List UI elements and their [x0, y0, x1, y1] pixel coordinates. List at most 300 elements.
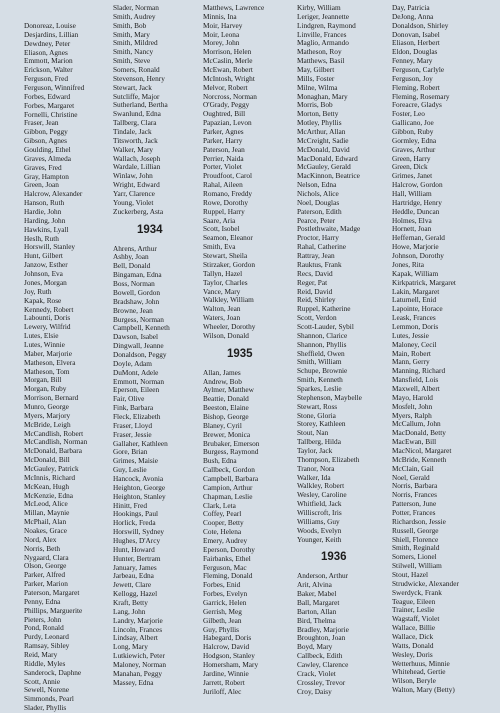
student-name: Wardale, Lillian [113, 162, 161, 172]
student-name: Hartridge, Henry [392, 197, 442, 207]
student-name: Broughton, Joan [297, 633, 346, 643]
student-name: Fleck, Elizabeth [113, 411, 161, 421]
student-name: Richardson, Jessie [392, 516, 446, 526]
column-4 [297, 4, 383, 696]
student-name: Morgan, Bill [24, 375, 62, 385]
student-name: Erickson, Walter [24, 65, 73, 75]
student-name: McGauley, Gerald [297, 162, 351, 172]
student-name: MacNicol, Margaret [392, 445, 452, 455]
student-name: Cawley, Clarence [297, 660, 349, 670]
student-name: Hunt, Howard [113, 544, 155, 554]
student-name: Gormley, Edna [392, 135, 437, 145]
student-name: Grimes, Maisie [113, 456, 158, 466]
student-name: Cote, Helena [203, 527, 242, 537]
student-name: Pond, Ronald [24, 623, 64, 633]
student-name: Sutherland, Bertha [113, 100, 168, 110]
student-name: Main, Robert [392, 348, 431, 358]
student-name: Manahan, Peggy [113, 668, 163, 678]
student-name: Munro, George [24, 401, 69, 411]
student-name: Taylor, Jack [297, 445, 333, 455]
student-name: Hughes, D'Arcy [113, 535, 161, 545]
student-name: Mayo, Harold [392, 392, 433, 402]
student-name: Morton, Betty [297, 109, 339, 119]
student-name: Gibson, Agnes [24, 136, 67, 146]
student-name: Dawson, Isabel [113, 332, 158, 342]
student-name: Ahrens, Arthur [113, 243, 157, 253]
student-name: Dingwall, Jeanne [113, 341, 164, 351]
student-name: Smith, Reginald [392, 543, 440, 553]
student-name: Forbes, Margaret [24, 100, 75, 110]
student-name: Somers, Lionel [392, 552, 437, 562]
student-name: Ferguson, Joy [392, 73, 433, 83]
student-name: Smith, Nancy [113, 47, 154, 57]
student-name: Eldon, Douglas [392, 47, 438, 57]
student-name: Kirby, William [297, 4, 341, 12]
student-name: Baker, Mabel [297, 589, 337, 599]
student-name: Maber, Marjorie [24, 348, 72, 358]
student-name: Donovan, Isabel [392, 29, 440, 39]
student-name: Horswill, Stanley [24, 242, 76, 252]
student-name: Rauktus, Frank [297, 259, 342, 269]
student-name: McEwan, Robert [203, 65, 253, 75]
student-name: Croy, Daisy [297, 686, 332, 696]
student-name: Leask, Frances [392, 313, 436, 323]
student-name: Younger, Keith [297, 534, 342, 544]
student-name: Nichols, Alice [297, 189, 339, 199]
student-name: Stilwell, William [392, 561, 442, 571]
student-name: Smith, William [297, 357, 342, 367]
student-name: Laturnell, Enid [392, 295, 437, 305]
student-name: Purdy, Leonard [24, 632, 69, 642]
student-name: Bowell, Gordon [113, 287, 161, 297]
student-name: Green, Harry [392, 153, 431, 163]
student-name: Recs, David [297, 268, 333, 278]
student-name: Callbeck, Edith [297, 651, 343, 661]
student-name: Scott, Verdon [297, 313, 337, 323]
student-name: Swerdyck, Frank [392, 587, 442, 597]
student-name: Eliason, Agnes [24, 47, 68, 57]
student-name: Pearce, Peter [297, 215, 336, 225]
student-name: Morris, Bob [297, 100, 333, 110]
student-name: MacDonald, Betty [392, 428, 446, 438]
class-year-heading: 1934 [137, 223, 163, 236]
student-name: McInnis, Richard [24, 472, 76, 482]
student-name: Zuckerberg, Asta [113, 206, 164, 216]
student-name: Burgess, Raymond [203, 447, 259, 457]
student-name: McGauley, Patrick [24, 463, 79, 473]
student-name: Wallace, Dick [392, 632, 434, 642]
student-name: Lindgren, Raymond [297, 20, 356, 30]
student-name: Leriger, Jeannette [297, 11, 349, 21]
student-name: Habegard, Doris [203, 633, 252, 643]
student-name: Campbell, Kenneth [113, 323, 170, 333]
student-name: Hodgson, Stanley [203, 651, 255, 661]
student-name: Bell, Donald [113, 261, 151, 271]
student-name: January, James [113, 562, 157, 572]
student-name: Simmonds, Pearl [24, 694, 74, 704]
student-name: Lang, John [113, 606, 146, 616]
student-name: Fleming, Robert [392, 82, 440, 92]
student-name: Parker, Agnes [203, 127, 244, 137]
student-name: Lincoln, Frances [113, 624, 163, 634]
student-name: Walkley, William [203, 295, 254, 305]
student-name: Melvor, Robert [203, 82, 248, 92]
student-name: Shannon, Clarice [297, 330, 348, 340]
student-name: Burgess, Norman [113, 314, 164, 324]
student-name: Donoreaz, Louise [24, 22, 76, 30]
student-name: Fink, Barbara [113, 403, 154, 413]
student-name: Bradley, Marjorie [297, 624, 349, 634]
student-name: Proudfoot, Carol [203, 171, 253, 181]
student-name: Forbes, Evelyn [203, 589, 248, 599]
student-name: Gilbeth, Jean [203, 615, 242, 625]
student-name: Norris, Frances [392, 490, 437, 500]
student-name: Moir, Leona [203, 29, 240, 39]
student-name: Halcrow, Gordon [392, 180, 443, 190]
student-name: Wallace, Billie [392, 623, 436, 633]
student-name: Proctor, Harry [297, 233, 339, 243]
student-name: Doyle, Adam [113, 358, 152, 368]
student-name: Fenney, Mary [392, 56, 433, 66]
student-name: McDonald, Barbara [24, 446, 82, 456]
student-name: Smith, Eva [203, 242, 236, 252]
student-name: Gray, Hampton [24, 171, 69, 181]
student-name: Hanson, Ruth [24, 198, 65, 208]
student-name: Tallyn, Hazel [203, 268, 243, 278]
student-name: Hancock, Avonia [113, 473, 164, 483]
student-name: Arit, Alvina [297, 580, 332, 590]
student-name: Coffey, Pearl [203, 509, 242, 519]
student-name: Lapointe, Horace [392, 304, 443, 314]
student-name: Parker, Alfred [24, 570, 66, 580]
student-name: Myers, Marjory [24, 410, 71, 420]
student-name: Penny, Edna [24, 596, 61, 606]
student-name: Reid, Mary [24, 650, 58, 660]
student-name: Smith, Steve [113, 56, 151, 66]
student-name: Walker, Mary [113, 144, 154, 154]
student-name: Nygaard, Clara [24, 552, 69, 562]
student-name: Reger, Pat [297, 277, 328, 287]
student-name: Riddle, Myles [24, 658, 66, 668]
student-name: Allan, James [203, 367, 241, 377]
student-name: Schupe, Brownie [297, 366, 348, 376]
student-name: Slader, Phyllis [24, 703, 67, 713]
student-name: Sparkes, Leslie [297, 383, 342, 393]
student-name: Bush, Edna [203, 456, 237, 466]
student-name: Heffernan, Gerald [392, 233, 445, 243]
student-name: Stirzaker, Gordon [203, 259, 255, 269]
student-name: Fraser, Jean [24, 118, 59, 128]
student-name: Kapak, Rose [24, 295, 62, 305]
student-name: McIntosh, Wright [203, 73, 255, 83]
student-name: Morrison, Helen [203, 47, 252, 57]
student-name: Lewery, Wilfrid [24, 322, 71, 332]
student-name: Phillips, Marguerite [24, 605, 83, 615]
student-name: Lutkiewich, Peter [113, 651, 165, 661]
student-name: McCallum, John [392, 419, 441, 429]
student-name: Janzow, Esther [24, 260, 68, 270]
student-name: Walton, Mary (Betty) [392, 685, 455, 695]
student-name: Eperson, Eileen [113, 385, 160, 395]
student-name: Romano, Freddy [203, 189, 253, 199]
student-name: Hookings, Paul [113, 509, 158, 519]
student-name: Stone, Gloria [297, 410, 336, 420]
student-name: Tallberg, Clara [113, 118, 157, 128]
student-name: Potter, Frances [392, 507, 436, 517]
student-name: Hunter, Bertram [113, 553, 161, 563]
student-name: Pieters, John [24, 614, 62, 624]
student-name: Eperson, Dorothy [203, 544, 255, 554]
student-name: Shannon, Phyllis [297, 339, 347, 349]
student-name: Gerrish, Meg [203, 606, 242, 616]
student-name: Johnson, Dorothy [392, 251, 444, 261]
student-name: Walker, Ida [297, 472, 331, 482]
student-name: Stewart, Ross [297, 401, 338, 411]
student-name: Oughtred, Bill [203, 109, 246, 119]
student-name: Garrick, Helen [203, 598, 247, 607]
student-name: Thompson, Elizabeth [297, 454, 360, 464]
student-name: Anderson, Arthur [297, 571, 349, 581]
column-2 [113, 4, 193, 688]
student-name: Graves, Fred [24, 162, 62, 172]
student-name: Halcrow, Alexander [24, 189, 83, 199]
student-name: Long, Mary [113, 642, 148, 652]
student-name: Green, Dick [392, 162, 428, 172]
student-name: Mosfelt, John [392, 401, 433, 411]
student-name: McKenzie, Edna [24, 490, 74, 500]
student-name: O'Grady, Peggy [203, 100, 250, 110]
student-name: Jewett, Clare [113, 580, 152, 590]
student-name: Postlethwaite, Madge [297, 224, 361, 234]
student-name: Whitehead, Gertie [392, 667, 446, 677]
student-name: Seamon, Eleanor [203, 233, 253, 243]
student-name: Waters, Joan [203, 313, 241, 323]
student-name: Wright, Edward [113, 180, 160, 190]
student-name: Hinitt, Fred [113, 500, 148, 510]
student-name: Stewart, Jack [113, 82, 152, 92]
student-name: Gore, Brian [113, 447, 148, 457]
student-name: Parker, Harry [203, 135, 243, 145]
student-name: Gallicano, Joe [392, 118, 434, 128]
student-name: Horlick, Freda [113, 518, 156, 528]
student-name: Noel, Gerald [392, 472, 430, 482]
student-name: Lutes, Jessie [392, 330, 429, 340]
student-name: Kraft, Betty [113, 598, 148, 607]
student-name: Day, Patricia [392, 4, 430, 12]
student-name: McCandlish, Norman [24, 437, 88, 447]
student-name: Norcross, Norman [203, 91, 257, 101]
student-name: Papazian, Levon [203, 118, 252, 128]
student-name: Barton, Allan [297, 606, 337, 616]
student-name: Scott-Lauder, Sybil [297, 321, 354, 331]
student-name: Williams, Guy [297, 516, 340, 526]
student-name: Homersham, Mary [203, 660, 259, 670]
student-name: Beattie, Donald [203, 394, 249, 404]
student-name: Gibbon, Ruby [392, 127, 434, 137]
student-name: Shiell, Florence [392, 534, 439, 544]
student-name: Rahal, Catherine [297, 242, 347, 252]
student-name: Juriloff, Alec [203, 686, 242, 696]
student-name: Ferguson, Winnifred [24, 83, 85, 93]
student-name: Ramsay, Sibley [24, 641, 70, 651]
student-name: Dewdney, Peter [24, 38, 71, 48]
student-name: Forbes, Edward [24, 91, 71, 101]
student-name: Lutes, Winnie [24, 339, 65, 349]
student-name: Smith, Kenneth [297, 375, 343, 385]
student-name: Hornett, Joan [392, 224, 432, 234]
student-name: Morgan, Ruby [24, 384, 67, 394]
student-name: Massey, Edna [113, 677, 154, 687]
student-name: McCreight, Sadie [297, 135, 349, 145]
student-name: Labounti, Doris [24, 313, 71, 323]
student-name: Paterson, Jean [203, 144, 245, 154]
student-name: Milne, Wilma [297, 82, 338, 92]
student-name: Lakin, Margaret [392, 286, 440, 296]
student-name: Fornelli, Christine [24, 109, 78, 119]
student-name: Bingaman, Edna [113, 270, 162, 280]
student-name: Perrier, Naida [203, 153, 244, 163]
student-name: Motley, Phyllis [297, 118, 342, 128]
student-name: Emmott, Marion [24, 56, 73, 66]
student-name: Lemmon, Doris [392, 321, 439, 331]
student-name: Beeston, Elaine [203, 403, 249, 413]
student-name: Porter, Violet [203, 162, 242, 172]
student-name: Manning, Richard [392, 366, 446, 376]
student-name: Trainer, Leslie [392, 605, 435, 615]
student-name: Jarbeau, Edna [113, 571, 154, 581]
student-name: Wesley, Caroline [297, 490, 347, 500]
student-name: Ashby, Joan [113, 252, 149, 262]
student-name: Somers, Ronald [113, 65, 160, 75]
student-name: Titsworth, Jack [113, 135, 158, 145]
student-name: Fraser, Jessie [113, 429, 152, 439]
student-name: Moir, Harvey [203, 20, 243, 30]
student-name: Crack, Violet [297, 668, 336, 678]
student-name: Matthews, Lawrence [203, 4, 265, 12]
student-name: Jones, Rita [392, 259, 425, 269]
student-name: Wilson, Beryle [392, 676, 436, 686]
student-name: Noel, Douglas [297, 197, 340, 207]
student-name: Smith, Mary [113, 29, 150, 39]
student-name: Millan, Maynie [24, 508, 70, 518]
student-name: Goulding, Ethel [24, 145, 71, 155]
student-name: Rowe, Dorothy [203, 197, 248, 207]
student-name: Kirkpatrick, Margaret [392, 277, 456, 287]
student-name: Howe, Marjorie [392, 242, 439, 252]
student-name: Mills, Foster [297, 73, 335, 83]
student-name: Emery, Audrey [203, 535, 248, 545]
student-name: Myers, Ralph [392, 410, 432, 420]
student-name: McKean, Hugh [24, 481, 69, 491]
student-name: Paterson, Margaret [24, 588, 80, 597]
student-name: Donaldson, Peggy [113, 349, 167, 359]
column-5 [392, 4, 492, 695]
student-name: Foster, Leo [392, 109, 425, 119]
student-name: Williscroft, Iris [297, 507, 342, 517]
student-name: McClain, Gail [392, 463, 434, 473]
student-name: Nelson, Edna [297, 180, 337, 190]
student-name: Matheson, Roy [297, 47, 342, 57]
student-name: Strudwicke, Alexander [392, 578, 459, 588]
student-name: Yarr, Clarence [113, 189, 155, 199]
student-name: Fair, Olive [113, 394, 145, 404]
student-name: Wagstaff, Violet [392, 614, 440, 624]
student-name: Stephenson, Maybelle [297, 392, 362, 402]
student-name: Harding, John [24, 215, 66, 225]
student-name: Walkley, Robert [297, 481, 345, 491]
student-name: Reid, David [297, 286, 333, 296]
student-name: Bishop, George [203, 411, 249, 421]
student-name: Smith, Bob [113, 20, 147, 30]
student-name: McDonald, Bill [24, 455, 70, 465]
student-name: Ruppel, Harry [203, 206, 245, 216]
student-name: Stout, Hazel [392, 570, 429, 579]
student-name: Grimes, Janet [392, 171, 433, 181]
student-name: Gibbon, Peggy [24, 127, 68, 137]
student-name: Clark, Leta [203, 500, 236, 510]
student-name: Sewell, Norene [24, 685, 69, 695]
student-name: Kapak, William [392, 268, 439, 278]
student-name: Wetterhuus, Minnie [392, 658, 450, 668]
column-1 [24, 22, 102, 713]
student-name: Hardie, John [24, 207, 62, 217]
student-name: Maloney, Norman [113, 660, 167, 670]
student-name: Kennedy, Robert [24, 304, 74, 314]
student-name: McCaslin, Merle [203, 56, 253, 66]
student-name: Sheffield, Owen [297, 348, 345, 358]
class-year-heading: 1936 [321, 551, 347, 564]
student-name: Jardine, Winnie [203, 668, 249, 678]
student-name: Boss, Norman [113, 279, 155, 289]
student-name: Guy, Phyllis [203, 624, 240, 634]
student-name: Smith, Mildred [113, 38, 158, 48]
student-name: Linville, Frances [297, 29, 347, 39]
student-name: Chapman, Leslie [203, 491, 253, 501]
student-name: Joy, Ruth [24, 286, 52, 296]
student-name: Young, Violet [113, 197, 154, 207]
student-name: Johnson, Eva [24, 269, 63, 279]
student-name: Mann, Gerry [392, 357, 430, 367]
student-name: Wallach, Joseph [113, 153, 161, 163]
student-name: Halcrow, David [203, 642, 250, 652]
student-name: Wesley, Doris [392, 649, 433, 659]
student-name: Fairbanks, Ethel [203, 553, 251, 563]
student-name: Green, Joan [24, 180, 59, 190]
student-name: Holmes, Elva [392, 215, 432, 225]
student-name: Ruppel, Katherine [297, 304, 351, 314]
student-name: Campbell, Barbara [203, 473, 259, 483]
student-name: Monaghan, Mary [297, 91, 348, 101]
student-name: Browne, Jean [113, 305, 153, 315]
student-name: Teague, Eileen [392, 596, 436, 606]
student-name: Ball, Margaret [297, 598, 340, 607]
student-name: McBride, Kenneth [392, 454, 447, 464]
student-name: McArthur, Allan [297, 127, 346, 137]
student-name: Woods, Evelyn [297, 525, 342, 535]
student-name: DuMont, Adele [113, 367, 159, 377]
student-name: Ferguson, Fred [24, 74, 69, 84]
student-name: Parker, Marion [24, 579, 68, 589]
student-name: McCandlish, Robert [24, 428, 84, 438]
student-name: Stevenson, Henry [113, 73, 165, 83]
student-name: Slader, Norman [113, 4, 159, 12]
student-name: Stewart, Sheila [203, 251, 248, 261]
student-name: Tranor, Nora [297, 463, 335, 473]
student-name: Lutes, Elsie [24, 331, 59, 341]
student-name: Campion, Arthur [203, 482, 253, 492]
student-name: Brewer, Monica [203, 429, 251, 439]
student-name: Heddle, Duncan [392, 206, 440, 216]
